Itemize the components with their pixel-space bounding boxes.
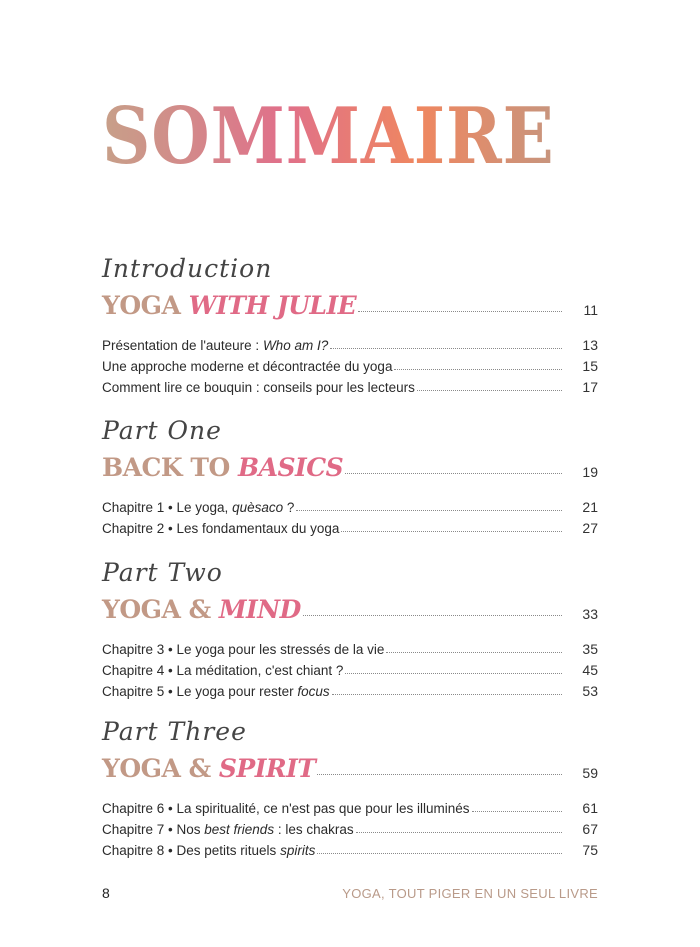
page-number: 17 bbox=[582, 379, 598, 395]
entry-label: Chapitre 1 • Le yoga, quèsaco ? bbox=[102, 500, 295, 515]
page-number: 19 bbox=[582, 464, 598, 480]
dot-leader bbox=[341, 531, 562, 532]
toc-entry[interactable] bbox=[102, 678, 598, 699]
toc-entry[interactable] bbox=[102, 353, 598, 374]
toc-entry[interactable] bbox=[102, 636, 598, 657]
toc-entry[interactable] bbox=[102, 515, 598, 536]
dot-leader bbox=[472, 811, 563, 812]
entry-label: Une approche moderne et décontractée du yoga bbox=[102, 359, 393, 374]
section-script-label: Introduction bbox=[102, 254, 273, 283]
dot-leader bbox=[345, 673, 562, 674]
entry-label: Présentation de l'auteure : Who am I? bbox=[102, 338, 329, 353]
toc-entry[interactable] bbox=[102, 332, 598, 353]
part-title: BACK TO BASICS bbox=[102, 453, 344, 482]
footer-page-number: 8 bbox=[102, 885, 110, 901]
dot-leader bbox=[303, 615, 562, 616]
entry-label: Chapitre 6 • La spiritualité, ce n'est pas que pour les illuminés bbox=[102, 801, 470, 816]
page-number: 33 bbox=[582, 606, 598, 622]
part-title: YOGA & SPIRIT bbox=[102, 754, 316, 783]
page-number: 59 bbox=[582, 765, 598, 781]
dot-leader bbox=[330, 348, 562, 349]
page-number: 53 bbox=[582, 683, 598, 699]
dot-leader bbox=[394, 369, 562, 370]
page-number: 11 bbox=[583, 302, 598, 318]
page-number: 21 bbox=[582, 499, 598, 515]
entry-label: Comment lire ce bouquin : conseils pour les lecteurs bbox=[102, 380, 415, 395]
part-heading-row[interactable] bbox=[102, 444, 598, 480]
section-script-label: Part Three bbox=[102, 717, 247, 746]
part-title: YOGA WITH JULIE bbox=[102, 291, 357, 320]
dot-leader bbox=[356, 832, 562, 833]
page-number: 45 bbox=[582, 662, 598, 678]
toc-entry[interactable] bbox=[102, 494, 598, 515]
toc-section-part-one bbox=[102, 418, 598, 536]
toc-section-introduction bbox=[102, 256, 598, 395]
section-script-label: Part Two bbox=[102, 558, 223, 587]
dot-leader bbox=[358, 311, 562, 312]
toc-entry[interactable] bbox=[102, 816, 598, 837]
toc-entry[interactable] bbox=[102, 657, 598, 678]
footer-book-title: YOGA, TOUT PIGER EN UN SEUL LIVRE bbox=[342, 886, 598, 901]
dot-leader bbox=[332, 694, 562, 695]
dot-leader bbox=[317, 774, 562, 775]
page-number: 67 bbox=[582, 821, 598, 837]
part-title: YOGA & MIND bbox=[102, 595, 301, 624]
page-title: SOMMAIRE bbox=[102, 91, 555, 182]
part-heading-row[interactable] bbox=[102, 586, 598, 622]
toc-entry[interactable] bbox=[102, 837, 598, 858]
page-number: 13 bbox=[582, 337, 598, 353]
toc-entry[interactable] bbox=[102, 374, 598, 395]
entry-label: Chapitre 3 • Le yoga pour les stressés de la vie bbox=[102, 642, 385, 657]
toc-section-part-three bbox=[102, 719, 598, 858]
toc-section-part-two bbox=[102, 560, 598, 699]
page-number: 75 bbox=[582, 842, 598, 858]
part-heading-row[interactable] bbox=[102, 745, 598, 781]
dot-leader bbox=[345, 473, 562, 474]
dot-leader bbox=[417, 390, 562, 391]
entry-label: Chapitre 8 • Des petits rituels spirits bbox=[102, 843, 316, 858]
entry-label: Chapitre 2 • Les fondamentaux du yoga bbox=[102, 521, 340, 536]
entry-label: Chapitre 4 • La méditation, c'est chiant ? bbox=[102, 663, 344, 678]
entry-label: Chapitre 7 • Nos best friends : les chakras bbox=[102, 822, 354, 837]
toc-entry[interactable] bbox=[102, 795, 598, 816]
section-script-label: Part One bbox=[102, 416, 222, 445]
page-number: 15 bbox=[582, 358, 598, 374]
page-number: 35 bbox=[582, 641, 598, 657]
page-number: 61 bbox=[582, 800, 598, 816]
dot-leader bbox=[317, 853, 562, 854]
dot-leader bbox=[386, 652, 562, 653]
part-heading-row[interactable] bbox=[102, 282, 598, 318]
entry-label: Chapitre 5 • Le yoga pour rester focus bbox=[102, 684, 330, 699]
page-number: 27 bbox=[582, 520, 598, 536]
dot-leader bbox=[296, 510, 562, 511]
